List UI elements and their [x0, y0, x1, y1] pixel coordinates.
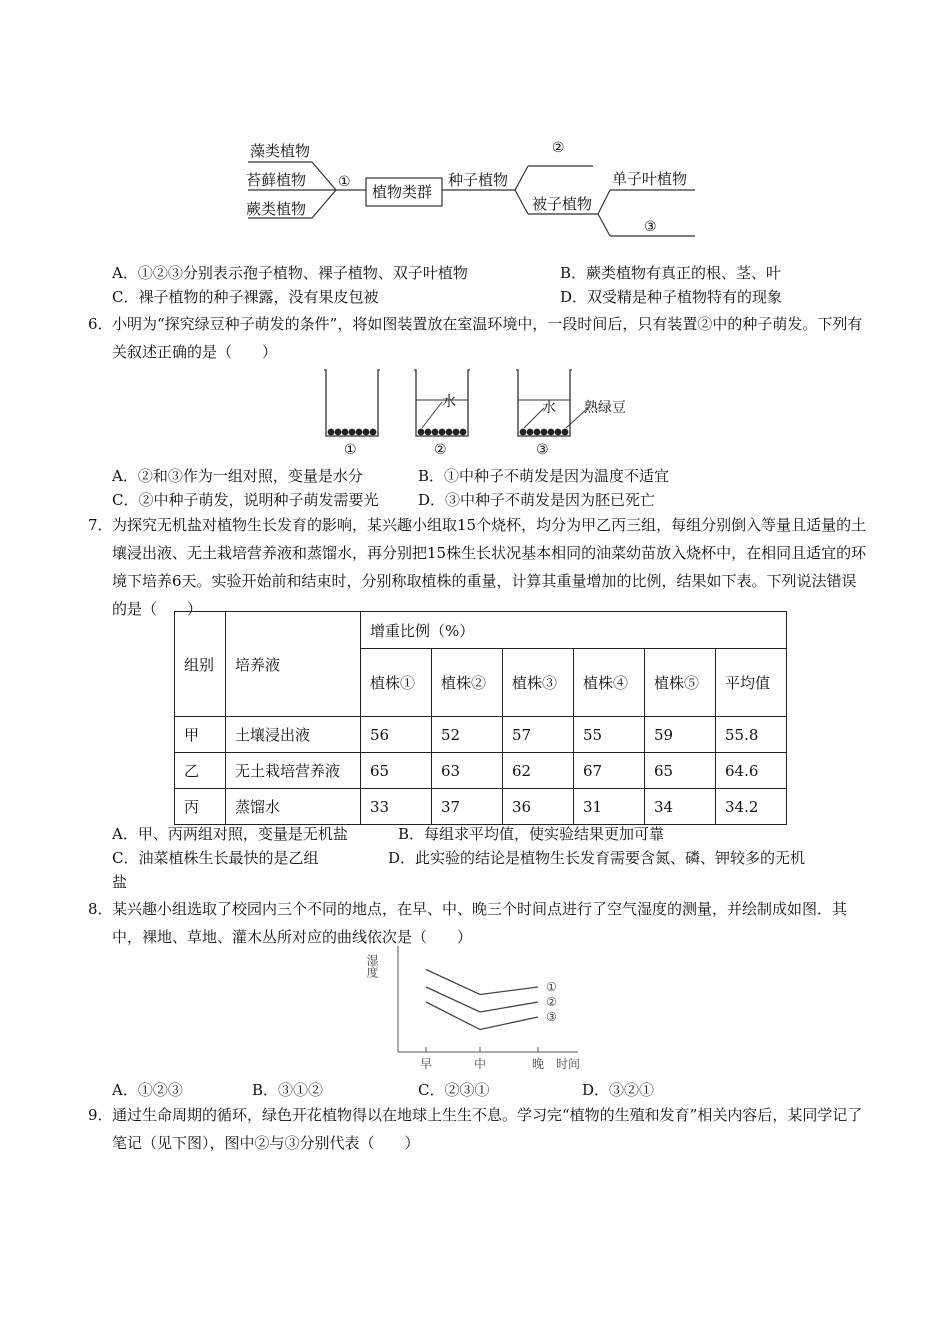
q7-option-b[interactable]: B．每组求平均值，使实验结果更加可靠	[398, 825, 665, 843]
q7-option-d-continued: 盐	[112, 873, 128, 891]
cell-value: 59	[645, 717, 716, 753]
fern-label: 蕨类植物	[246, 200, 307, 218]
series-line-1	[426, 970, 538, 995]
plant-classification-diagram	[240, 132, 710, 242]
cell-value: 33	[361, 789, 432, 825]
beaker-label-2: ②	[434, 442, 447, 458]
mark-3: ③	[644, 219, 657, 235]
header-plant-1: 植株①	[361, 649, 432, 717]
q5-option-d[interactable]: D．双受精是种子植物特有的现象	[560, 288, 783, 306]
question-7	[88, 511, 868, 623]
cell-average: 64.6	[716, 753, 787, 789]
cell-average: 34.2	[716, 789, 787, 825]
cell-value: 65	[361, 753, 432, 789]
header-group: 组别	[175, 612, 226, 717]
humidity-line-chart	[365, 940, 588, 1076]
q7-option-a[interactable]: A．甲、丙两组对照，变量是无机盐	[112, 825, 348, 843]
x-tick-label: 早	[420, 1057, 433, 1071]
question-text: 小明为“探究绿豆种子萌发的条件”，将如图装置放在室温环境中，一段时间后，只有装置②中的种子萌发。下列有关叙述正确的是（ ）	[112, 315, 863, 361]
header-average: 平均值	[716, 649, 787, 717]
cell-value: 56	[361, 717, 432, 753]
algae-label: 藻类植物	[250, 142, 311, 160]
cell-value: 57	[503, 717, 574, 753]
seed-plants-label: 种子植物	[448, 171, 509, 189]
q6-option-d[interactable]: D．③中种子不萌发是因为胚已死亡	[418, 491, 656, 509]
question-number: 8．	[88, 900, 113, 918]
q5-option-b[interactable]: B．蕨类植物有真正的根、茎、叶	[560, 264, 782, 282]
cell-group: 甲	[175, 717, 226, 753]
seed-germination-setup	[318, 366, 638, 460]
q5-option-c[interactable]: C．裸子植物的种子裸露，没有果皮包被	[112, 288, 379, 306]
q8-option-b[interactable]: B．③①②	[252, 1081, 324, 1099]
cell-value: 36	[503, 789, 574, 825]
cell-value: 65	[645, 753, 716, 789]
cell-value: 55	[574, 717, 645, 753]
series-label-3: ③	[546, 1010, 557, 1024]
header-plant-4: 植株④	[574, 649, 645, 717]
mark-1: ①	[338, 174, 351, 190]
q8-option-a[interactable]: A．①②③	[112, 1081, 183, 1099]
q7-option-c[interactable]: C．油菜植株生长最快的是乙组	[112, 849, 319, 867]
y-axis-label: 湿度	[365, 954, 379, 978]
cell-group: 乙	[175, 753, 226, 789]
question-6	[88, 310, 868, 366]
header-plant-5: 植株⑤	[645, 649, 716, 717]
table-row	[175, 717, 787, 753]
series-label-1: ①	[546, 980, 557, 994]
cell-group: 丙	[175, 789, 226, 825]
cell-value: 67	[574, 753, 645, 789]
cell-medium: 土壤浸出液	[226, 717, 361, 753]
q7-option-d[interactable]: D．此实验的结论是植物生长发育需要含氮、磷、钾较多的无机	[388, 849, 806, 867]
q6-option-a[interactable]: A．②和③作为一组对照，变量是水分	[112, 467, 363, 485]
series-line-2	[426, 987, 538, 1012]
table-row	[175, 753, 787, 789]
monocot-label: 单子叶植物	[612, 170, 688, 188]
cell-medium: 蒸馏水	[226, 789, 361, 825]
question-text: 某兴趣小组选取了校园内三个不同的地点，在早、中、晚三个时间点进行了空气湿度的测量，并绘制成如图．其中，裸地、草地、灌木丛所对应的曲线依次是（ ）	[112, 900, 848, 946]
water-label-3: 水	[542, 400, 556, 416]
question-text: 为探究无机盐对植物生长发育的影响，某兴趣小组取15个烧杯，均分为甲乙丙三组，每组分别倒入等量且适量的土壤浸出液、无土栽培营养液和蒸馏水，再分别把15株生长状况基本相同的油菜幼苗放入烧杯中，在相同且适宜的环境下培养6天。实验开始前和结束时，分别称取植株的重量，计算其重量增加的比例，结果如下表。下列说法错误的是（ ）	[112, 516, 867, 618]
question-text: 通过生命周期的循环，绿色开花植物得以在地球上生生不息。学习完“植物的生殖和发育”相关内容后，某同学记了笔记（见下图），图中②与③分别代表（ ）	[112, 1106, 863, 1152]
q8-option-c[interactable]: C．②③①	[418, 1081, 490, 1099]
series-label-2: ②	[546, 995, 557, 1009]
question-number: 7．	[88, 516, 113, 534]
q5-option-a[interactable]: A．①②③分别表示孢子植物、裸子植物、双子叶植物	[112, 264, 468, 282]
plant-group-box-label: 植物类群	[372, 183, 433, 201]
series-line-3	[426, 1002, 538, 1030]
mark-2: ②	[552, 140, 565, 156]
question-9	[88, 1101, 868, 1157]
question-number: 6．	[88, 315, 113, 333]
table-row	[175, 789, 787, 825]
weight-gain-table	[174, 611, 787, 825]
cell-value: 63	[432, 753, 503, 789]
water-label-2: 水	[442, 394, 456, 410]
cell-value: 37	[432, 789, 503, 825]
question-number: 9．	[88, 1106, 113, 1124]
x-tick-label: 晚	[532, 1057, 545, 1071]
x-axis-label: 时间	[556, 1057, 581, 1071]
x-tick-label: 中	[474, 1057, 487, 1071]
cell-value: 62	[503, 753, 574, 789]
moss-label: 苔藓植物	[246, 171, 307, 189]
header-medium: 培养液	[226, 612, 361, 717]
angiosperm-label: 被子植物	[532, 195, 593, 213]
beaker-label-1: ①	[344, 442, 357, 458]
header-ratio: 增重比例（%）	[361, 612, 787, 649]
q6-option-b[interactable]: B．①中种子不萌发是因为温度不适宜	[418, 467, 670, 485]
q6-option-c[interactable]: C．②中种子萌发，说明种子萌发需要光	[112, 491, 379, 509]
header-plant-2: 植株②	[432, 649, 503, 717]
cell-value: 52	[432, 717, 503, 753]
cell-medium: 无土栽培营养液	[226, 753, 361, 789]
beaker-label-3: ③	[536, 442, 549, 458]
cell-average: 55.8	[716, 717, 787, 753]
cell-value: 31	[574, 789, 645, 825]
q8-option-d[interactable]: D．③②①	[582, 1081, 655, 1099]
header-plant-3: 植株③	[503, 649, 574, 717]
cell-value: 34	[645, 789, 716, 825]
cooked-beans-label: 熟绿豆	[584, 400, 626, 416]
